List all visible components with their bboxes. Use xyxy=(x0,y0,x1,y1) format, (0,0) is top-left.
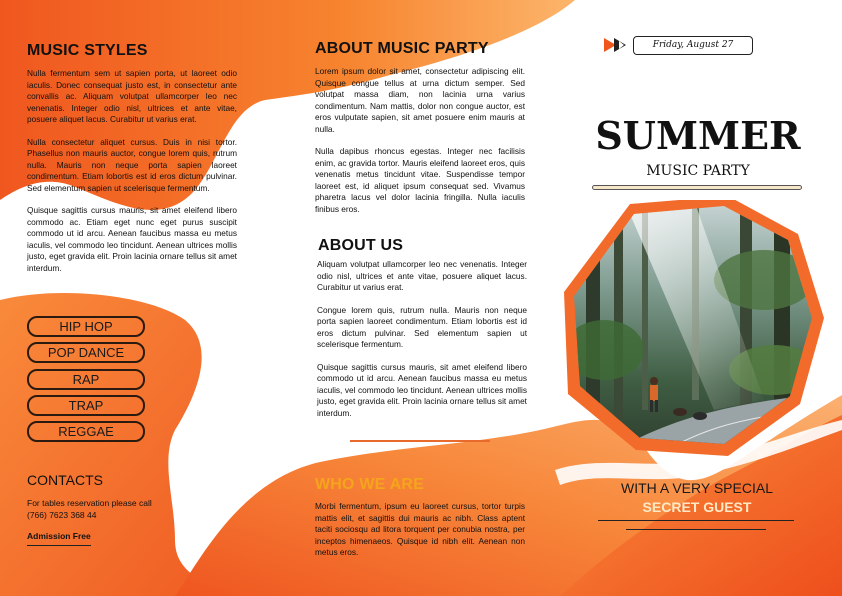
style-pill-rap: RAP xyxy=(27,369,145,390)
tagline-text: WITH A VERY SPECIAL xyxy=(621,480,773,496)
secret-guest-text: SECRET GUEST xyxy=(642,499,752,515)
who-we-are-heading: WHO WE ARE xyxy=(315,476,424,493)
paragraph: Quisque sagittis cursus mauris, sit amet eleifend libero commodo ut id arcu. Aenean faucibus massa eu metus iaculis, vel commodo leo tincidunt. Aenean ultrices mollis justo, eget gravida elit. Proin lacinia ornare tellus sit amet interdum. xyxy=(317,361,527,418)
about-music-party-text xyxy=(315,66,525,215)
style-pill-pop-dance: POP DANCE xyxy=(27,342,145,363)
tagline-underline-1 xyxy=(598,520,794,521)
music-styles-text xyxy=(27,68,237,274)
reservation-text: For tables reservation please call xyxy=(27,498,152,508)
title-divider xyxy=(592,185,802,190)
about-us-text xyxy=(317,259,527,419)
paragraph: Nulla consectetur aliquet cursus. Duis in nisi tortor. Phasellus non mauris auctor, congue lorem quis, rutrum nulla. Mauris non neque porta sapien laoreet condimentum. Etiam lobortis est id eros dictum pulvinar. Sed elementum sapien ut scelerisque fermentum. xyxy=(27,136,237,193)
style-pill-hip-hop: HIP HOP xyxy=(27,316,145,337)
paragraph: Aliquam volutpat ullamcorper leo nec venenatis. Integer odio nisl, ultrices et ante vitae, posuere aliquet lacus. Curabitur ut varius erat. xyxy=(317,259,527,292)
paragraph: Morbi fermentum, ipsum eu laoreet cursus, tortor turpis mattis elit, et sagittis dui mauris ac nibh. Class aptent taciti sociosqu ad litora torquent per conubia nostra, per inceptos himenaeos. Quisque id nibh elit. Aenean non metus eros. xyxy=(315,501,525,557)
about-music-party-heading: ABOUT MUSIC PARTY xyxy=(315,40,489,57)
paragraph: Nulla dapibus rhoncus egestas. Integer nec facilisis enim, ac gravida tortor. Mauris eleifend laoreet eros, quis venenatis metus tincidunt vitae. Suspendisse tempor laoreet est, id aliquet ipsum consequat sed. Vivamus pharetra lacus vel dolor lacinia fringilla. Nulla iaculis finibus eros. xyxy=(315,146,525,214)
about-us-heading: ABOUT US xyxy=(318,237,404,254)
section-divider xyxy=(350,440,490,442)
paragraph: Lorem ipsum dolor sit amet, consectetur adipiscing elit. Quisque congue tellus at urna dictum semper. Sed volutpat massa diam, non lacinia urna varius condimentum. Nam mattis, dolor non congue auctor, est eros vulputate sapien, sit amet posuere enim mauris at nulla. xyxy=(315,66,525,134)
who-we-are-text xyxy=(315,501,525,559)
admission-text: Admission Free xyxy=(27,531,91,541)
paragraph: Quisque sagittis cursus mauris, sit amet eleifend libero commodo ac. Etiam eget nunc eget purus suscipit commodo ut id arcu. Aenean faucibus massa eu metus iaculis, vel commodo leo tincidunt. Aenean ultrices mollis justo, eget gravida elit. Proin lacinia ornare tellus sit amet interdum. xyxy=(27,205,237,273)
phone-number: (766) 7623 368 44 xyxy=(27,510,97,520)
contacts-text xyxy=(27,497,152,521)
paragraph: Nulla fermentum sem ut sapien porta, ut laoreet odio iaculis. Donec consequat justo est, in consectetur ante convallis ac. Aliquam volutpat ullamcorper leo nec venenatis. Integer odio nisl, ultrices et ante vitae, posuere aliquet lacus. Curabitur ut varius erat. xyxy=(27,68,237,124)
style-pill-trap: TRAP xyxy=(27,395,145,416)
event-photo-frame xyxy=(564,200,824,458)
contacts-heading: CONTACTS xyxy=(27,472,103,488)
arrow-icon xyxy=(604,36,632,54)
event-title: SUMMER xyxy=(595,113,801,158)
event-subtitle: MUSIC PARTY xyxy=(646,163,750,179)
admission-underline xyxy=(27,545,91,546)
music-styles-heading: MUSIC STYLES xyxy=(27,42,148,59)
style-pill-reggae: REGGAE xyxy=(27,421,145,442)
tagline-underline-2 xyxy=(626,529,766,530)
event-date: Friday, August 27 xyxy=(633,36,753,55)
paragraph: Congue lorem quis, rutrum nulla. Mauris non neque porta sapien laoreet condimentum. Etiam lobortis est id eros dictum pulvinar. Sed elementum sapien ut scelerisque fermentum. xyxy=(317,304,527,349)
